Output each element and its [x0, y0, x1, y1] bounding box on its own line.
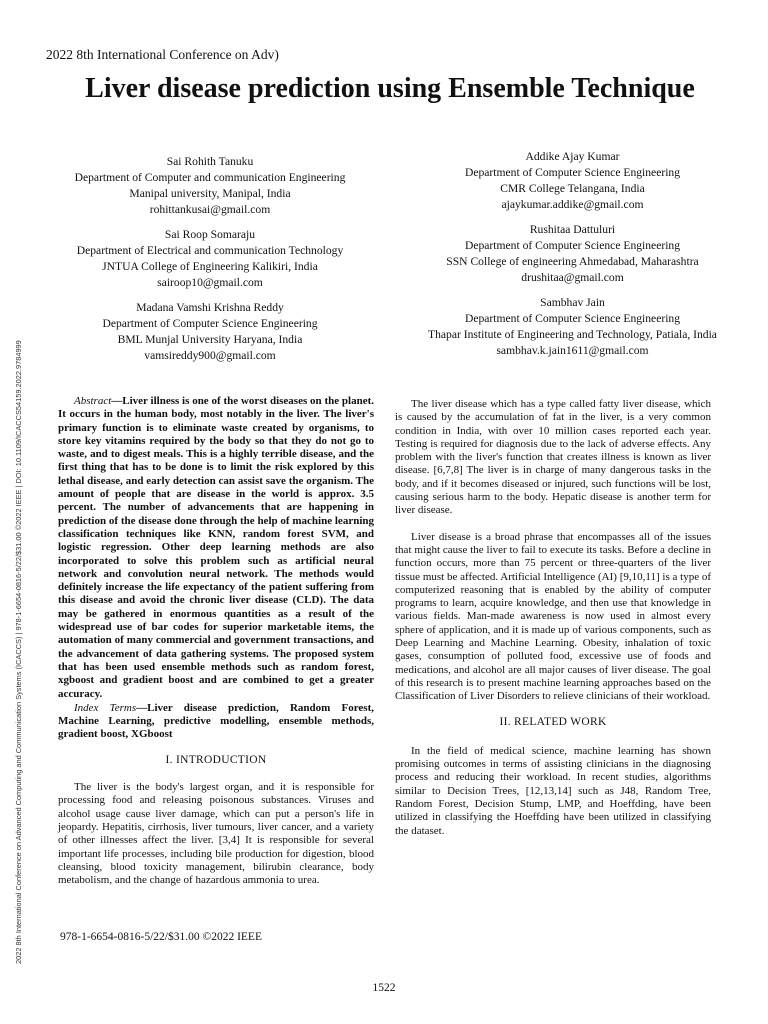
- author-block-2: [50, 227, 370, 291]
- related-work-paragraph: In the field of medical science, machine learning has shown promising outcomes in terms of assisting clinicians in the diagnosing process and reducing their workload. In recent studies, algorithms similar to Decision Trees, [12,13,14] such as J48, Random Tree, Random Forest, Decision Stump, LMP, and Hoeffding, have been utilized in classifying the Hoeffding have been utilized in classifying the dataset.: [395, 744, 711, 837]
- author-name: Madana Vamshi Krishna Reddy: [136, 301, 284, 314]
- author-email: sambhav.k.jain1611@gmail.com: [496, 344, 649, 357]
- author-email: vamsireddy900@gmail.com: [144, 349, 276, 362]
- abstract: [58, 395, 374, 701]
- author-inst: Manipal university, Manipal, India: [129, 187, 291, 200]
- author-dept: Department of Computer Science Engineering: [102, 317, 318, 330]
- section-heading-introduction: I. INTRODUCTION: [165, 753, 267, 766]
- author-email: rohittankusai@gmail.com: [149, 203, 271, 216]
- footer-copyright: 978-1-6654-0816-5/22/$31.00 ©2022 IEEE: [60, 931, 262, 943]
- conference-header: 2022 8th International Conference on Adv): [46, 47, 279, 62]
- left-column: [58, 395, 374, 887]
- author-dept: Department of Computer Science Engineering: [464, 312, 681, 325]
- author-inst: CMR College Telangana, India: [500, 182, 645, 195]
- author-inst: JNTUA College of Engineering Kalikiri, India: [102, 260, 318, 273]
- section-heading-related-work: II. RELATED WORK: [499, 715, 607, 728]
- body-paragraph-2: Liver disease is a broad phrase that encompasses all of the issues that might cause the liver to fail to execute its tasks. Before a decline in function occurs, more than 75 percent or three-quarters of the liver tissue must be affected. Artificial Intelligence (AI) [9,10,11] is a type of computerized reasoning that is enabled by the ability of computer programs to learn, acquire knowledge, and then use that knowledge in various fields. Man-made awareness is now used in almost every sphere of application, and it is made up of various components, such as Deep Learning and Machine Learning. Obesity, inhalation of toxic gases, consumption of polluted food, excessive use of foods and medications, and alcohol are all major causes of liver disease. The goal of this research is to present machine learning approaches based on the Classification of Liver Disorders to relieve clinicians of their workload.: [395, 530, 711, 703]
- author-name: Sai Rohith Tanuku: [166, 155, 254, 168]
- author-email: drushitaa@gmail.com: [521, 271, 624, 284]
- body-paragraph-1: The liver disease which has a type called fatty liver disease, which is caused by the accumulation of fat in the liver, is a very common condition in India, with over 10 million cases reported each year. Testing is required for diagnosis due to the lack of adverse effects. Any problem with the liver's function that creates illness is known as liver disease. [6,7,8] The liver is in charge of many dangerous tasks in the body, and if it becomes diseased or injured, such functions will be lost, causing serious harm to the body. Hepatic disease is another term for liver disease.: [395, 398, 711, 517]
- author-name: Sai Roop Somaraju: [164, 228, 256, 241]
- index-terms-lead: Index Terms: [74, 701, 137, 714]
- author-email: sairoop10@gmail.com: [157, 276, 263, 289]
- right-column: [395, 398, 711, 838]
- author-block-5: [400, 222, 745, 286]
- intro-paragraph: The liver is the body's largest organ, and it is responsible for processing food and releasing poisonous substances. Viruses and alcohol usage cause liver damage, which can put a person's life in jeopardy. Hepatitis, cirrhosis, liver tumours, liver cancer, and a variety of other illnesses affect the liver. [3,4] It is responsible for several important life processes, including bile production for digestion, blood cleansing, blood toxicity management, bilirubin clearance, body metabolism, and the change of hazardous ammonia to urea.: [58, 781, 374, 887]
- index-terms: [58, 702, 374, 742]
- author-inst: Thapar Institute of Engineering and Technology, Patiala, India: [428, 328, 717, 341]
- author-name: Addike Ajay Kumar: [525, 150, 620, 163]
- author-block-3: [50, 300, 370, 364]
- abstract-lead: Abstract: [74, 395, 112, 407]
- author-block-6: [400, 295, 745, 359]
- page-number: 1522: [372, 982, 396, 994]
- index-terms-body: —Liver disease prediction, Random Forest, Machine Learning, predictive modelling, ensemble methods, gradient boost, XGboost: [58, 701, 374, 741]
- author-block-4: [400, 149, 745, 213]
- author-dept: Department of Computer Science Engineering: [464, 239, 681, 252]
- author-block-1: [50, 154, 370, 218]
- author-dept: Department of Computer and communication Engineering: [74, 171, 346, 184]
- paper-title: Liver disease prediction using Ensemble Technique: [85, 73, 695, 104]
- author-name: Sambhav Jain: [540, 296, 605, 309]
- author-email: ajaykumar.addike@gmail.com: [501, 198, 644, 211]
- author-inst: SSN College of engineering Ahmedabad, Maharashtra: [446, 255, 699, 268]
- author-name: Rushitaa Dattuluri: [529, 223, 616, 236]
- abstract-body: —Liver illness is one of the worst diseases on the planet. It occurs in the human body, most notably in the liver. The liver's primary function is to eliminate waste created by organisms, to store key vitamins required by the body so that they do not go to waste, and to digest meals. This is a highly terrible disease, and the first thing that has to be done is to limit the risk explored by this lethal disease, and early detection can assist save the organism. The amount of people that are disease in the world is approx. 3.5 percent. The number of advancements that are happening in prediction of the disease done through the help of machine learning classification techniques like KNN, random forest SVM, and logistic regression. Other deep learning methods are also incorporated to solve this problem such as artificial neural network and convolution neural network. The methods would definitely increase the life expectancy of the patient suffering from this disease and avoid the chronic liver disease (CLD). The data may be gathered in enormous quantities as a result of the widespread use of bar codes for superior marketable items, the automation of many commercial and government transactions, and the advancement of data gathering systems. The proposed system that has been used ensemble methods such as random forest, xgboost and gradient boost and are combined to get a greater accuracy.: [58, 395, 374, 700]
- author-inst: BML Munjal University Haryana, India: [117, 333, 303, 346]
- author-dept: Department of Electrical and communication Technology: [76, 244, 344, 257]
- author-dept: Department of Computer Science Engineering: [464, 166, 681, 179]
- side-doi-note: 2022 8th International Conference on Advanced Computing and Communication Systems (ICACCS) | 978-1-6654-0816-5/22/$31.00 ©2022 IEEE | DOI: 10.1109/ICACCS54159.2022.9784999: [14, 340, 23, 964]
